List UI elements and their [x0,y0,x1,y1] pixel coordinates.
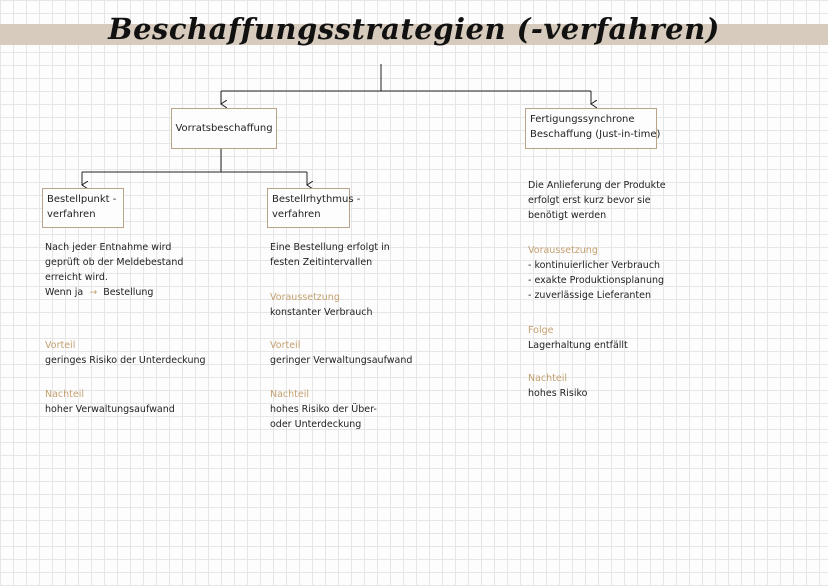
fertigung-voraussetzung [528,243,664,303]
bestellpunkt-description [45,240,183,300]
voraussetzung-item: - zuverlässige Lieferanten [528,290,652,301]
nachteil-text: hohes Risiko der Über- [270,404,377,415]
nachteil-text: hoher Verwaltungsaufwand [45,404,175,415]
description-line: festen Zeitintervallen [270,257,373,268]
description-line: geprüft ob der Meldebestand [45,257,184,268]
node-bestellrhythmusverfahren [267,188,361,228]
arrow-right-icon: → [89,287,98,298]
voraussetzung-text: konstanter Verbrauch [270,307,373,318]
bestellrhythmus-voraussetzung [270,290,373,320]
description-line: Eine Bestellung erfolgt in [270,242,390,253]
nachteil-label: Nachteil [528,373,568,384]
node-label-line: Bestellpunkt - [47,194,117,205]
voraussetzung-item: - exakte Produktionsplanung [528,275,665,286]
fertigung-folge [528,323,628,353]
description-line: Nach jeder Entnahme wird [45,242,172,253]
vorteil-label: Vorteil [45,340,76,351]
node-label-line: Fertigungssynchrone [530,114,635,125]
wenn-ja-text: Wenn ja [45,287,84,298]
node-vorratsbeschaffung [171,108,277,149]
bestellpunkt-nachteil [45,387,175,417]
vorteil-label: Vorteil [270,340,301,351]
bestellrhythmus-description [270,240,390,270]
nachteil-text: oder Unterdeckung [270,419,362,430]
node-bestellpunktverfahren [42,188,124,228]
fertigung-nachteil [528,371,587,401]
folge-label: Folge [528,325,554,336]
nachteil-label: Nachteil [45,389,85,400]
description-line: Die Anlieferung der Produkte [528,180,666,191]
bestellung-text: Bestellung [103,287,154,298]
voraussetzung-item: - kontinuierlicher Verbrauch [528,260,661,271]
vorteil-text: geringer Verwaltungsaufwand [270,355,413,366]
description-line: erreicht wird. [45,272,108,283]
bestellpunkt-vorteil [45,338,206,368]
node-fertigungssynchrone-beschaffung [525,108,661,149]
description-line: benötigt werden [528,210,607,221]
node-label-line: Beschaffung (Just-in-time) [530,129,661,140]
nachteil-label: Nachteil [270,389,310,400]
folge-text: Lagerhaltung entfällt [528,340,628,351]
node-label-line: verfahren [47,209,96,220]
page-title: Beschaffungsstrategien (-verfahren) [108,12,720,46]
node-label-line: Bestellrhythmus - [272,194,361,205]
node-label: Vorratsbeschaffung [175,123,273,134]
wenn-ja-line [45,285,183,300]
voraussetzung-label: Voraussetzung [528,245,598,256]
description-line: erfolgt erst kurz bevor sie [528,195,651,206]
vorteil-text: geringes Risiko der Unterdeckung [45,355,206,366]
fertigung-description [528,178,666,223]
node-label-line: verfahren [272,209,321,220]
voraussetzung-label: Voraussetzung [270,292,340,303]
bestellrhythmus-vorteil [270,338,412,368]
nachteil-text: hohes Risiko [528,388,588,399]
bestellrhythmus-nachteil [270,387,377,432]
